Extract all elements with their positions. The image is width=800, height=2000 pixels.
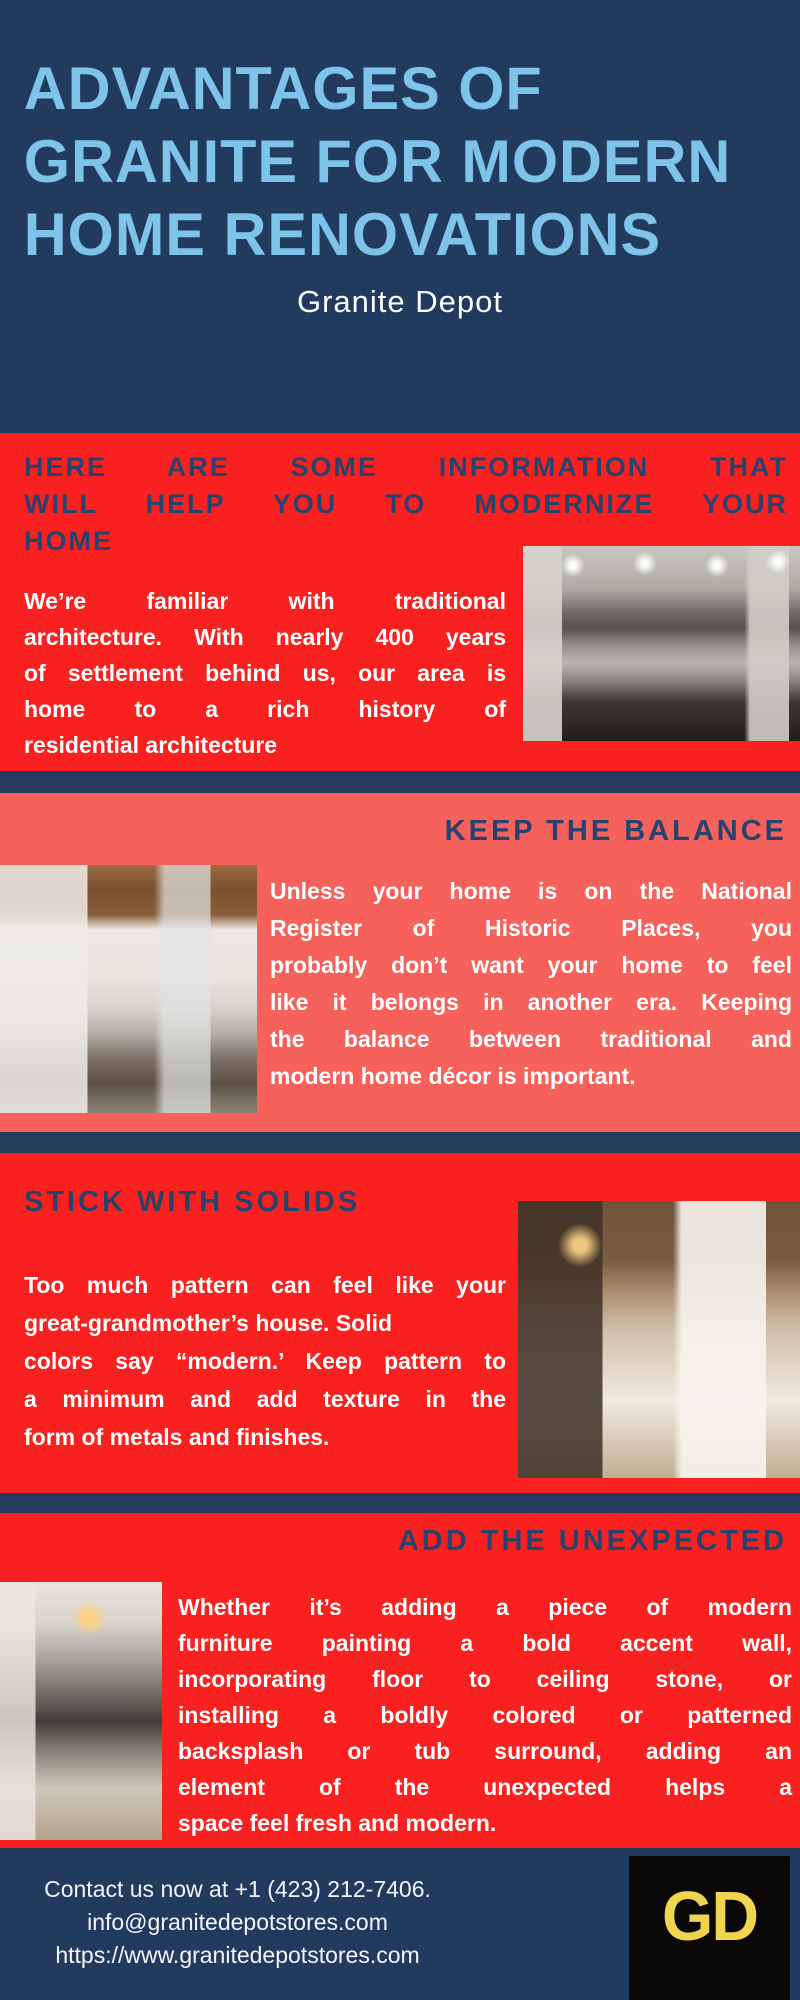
- footer: [0, 1848, 800, 2000]
- section-intro-heading: [24, 449, 788, 560]
- section-stick-with-solids-body: [24, 1266, 506, 1456]
- text-line: architecture. With nearly 400 years: [24, 624, 506, 650]
- section-intro-body: [24, 583, 506, 763]
- kitchen-photo-white-cabinets: [0, 865, 257, 1113]
- section-keep-the-balance-heading: KEEP THE BALANCE: [444, 815, 787, 847]
- text-line: HOME RENOVATIONS: [23, 201, 662, 268]
- section-intro: [0, 433, 800, 771]
- divider-bar: [0, 771, 800, 793]
- text-line: modern home décor is important.: [270, 1063, 636, 1089]
- text-line: form of metals and finishes.: [24, 1424, 330, 1450]
- section-add-the-unexpected: [0, 1513, 800, 1848]
- text-line: the balance between traditional and: [270, 1026, 792, 1052]
- text-line: https://www.granitedepotstores.com: [55, 1942, 420, 1968]
- section-keep-the-balance-body: [270, 873, 792, 1095]
- text-line: a minimum and add texture in the: [24, 1386, 506, 1412]
- text-line: home to a rich history of: [24, 696, 506, 722]
- text-line: Too much pattern can feel like your: [24, 1272, 506, 1298]
- text-line: of settlement behind us, our area is: [24, 660, 506, 686]
- text-line: ADVANTAGES OF: [23, 55, 543, 122]
- section-add-the-unexpected-heading: ADD THE UNEXPECTED: [397, 1525, 787, 1557]
- divider-bar: [0, 1132, 800, 1153]
- granite-depot-logo-text: GD: [662, 1877, 757, 1955]
- text-line: Register of Historic Places, you: [270, 915, 792, 941]
- text-line: GRANITE FOR MODERN: [23, 128, 732, 195]
- kitchen-photo-stove: [0, 1582, 162, 1840]
- granite-depot-logo: [629, 1856, 790, 2000]
- text-line: Contact us now at +1 (423) 212-7406.: [44, 1876, 431, 1902]
- header: [0, 0, 800, 433]
- text-line: WILL HELP YOU TO MODERNIZE YOUR: [24, 489, 788, 519]
- text-line: HERE ARE SOME INFORMATION THAT: [24, 452, 788, 482]
- text-line: info@granitedepotstores.com: [87, 1909, 388, 1935]
- text-line: installing a boldly colored or patterned: [178, 1702, 792, 1728]
- text-line: incorporating floor to ceiling stone, or: [178, 1666, 792, 1692]
- divider-bar: [0, 1493, 800, 1513]
- page-title: [24, 52, 776, 271]
- brand-name: Granite Depot: [297, 284, 503, 319]
- text-line: space feel fresh and modern.: [178, 1810, 497, 1836]
- text-line: element of the unexpected helps a: [178, 1774, 792, 1800]
- contact-info: [5, 1873, 470, 1972]
- section-stick-with-solids: [0, 1153, 800, 1493]
- text-line: HOME: [24, 526, 113, 556]
- section-keep-the-balance: [0, 793, 800, 1132]
- text-line: Unless your home is on the National: [270, 878, 792, 904]
- text-line: residential architecture: [24, 732, 278, 758]
- text-line: great-grandmother’s house. Solid: [24, 1310, 393, 1336]
- text-line: backsplash or tub surround, adding an: [178, 1738, 792, 1764]
- text-line: furniture painting a bold accent wall,: [178, 1630, 792, 1656]
- kitchen-photo-marble-counter: [518, 1201, 800, 1478]
- text-line: like it belongs in another era. Keeping: [270, 989, 792, 1015]
- text-line: We’re familiar with traditional: [24, 588, 506, 614]
- section-add-the-unexpected-body: [178, 1589, 792, 1841]
- section-stick-with-solids-heading: STICK WITH SOLIDS: [24, 1186, 361, 1218]
- text-line: colors say “modern.’ Keep pattern to: [24, 1348, 506, 1374]
- kitchen-photo-granite-island: [523, 546, 800, 741]
- text-line: Whether it’s adding a piece of modern: [178, 1594, 792, 1620]
- text-line: probably don’t want your home to feel: [270, 952, 792, 978]
